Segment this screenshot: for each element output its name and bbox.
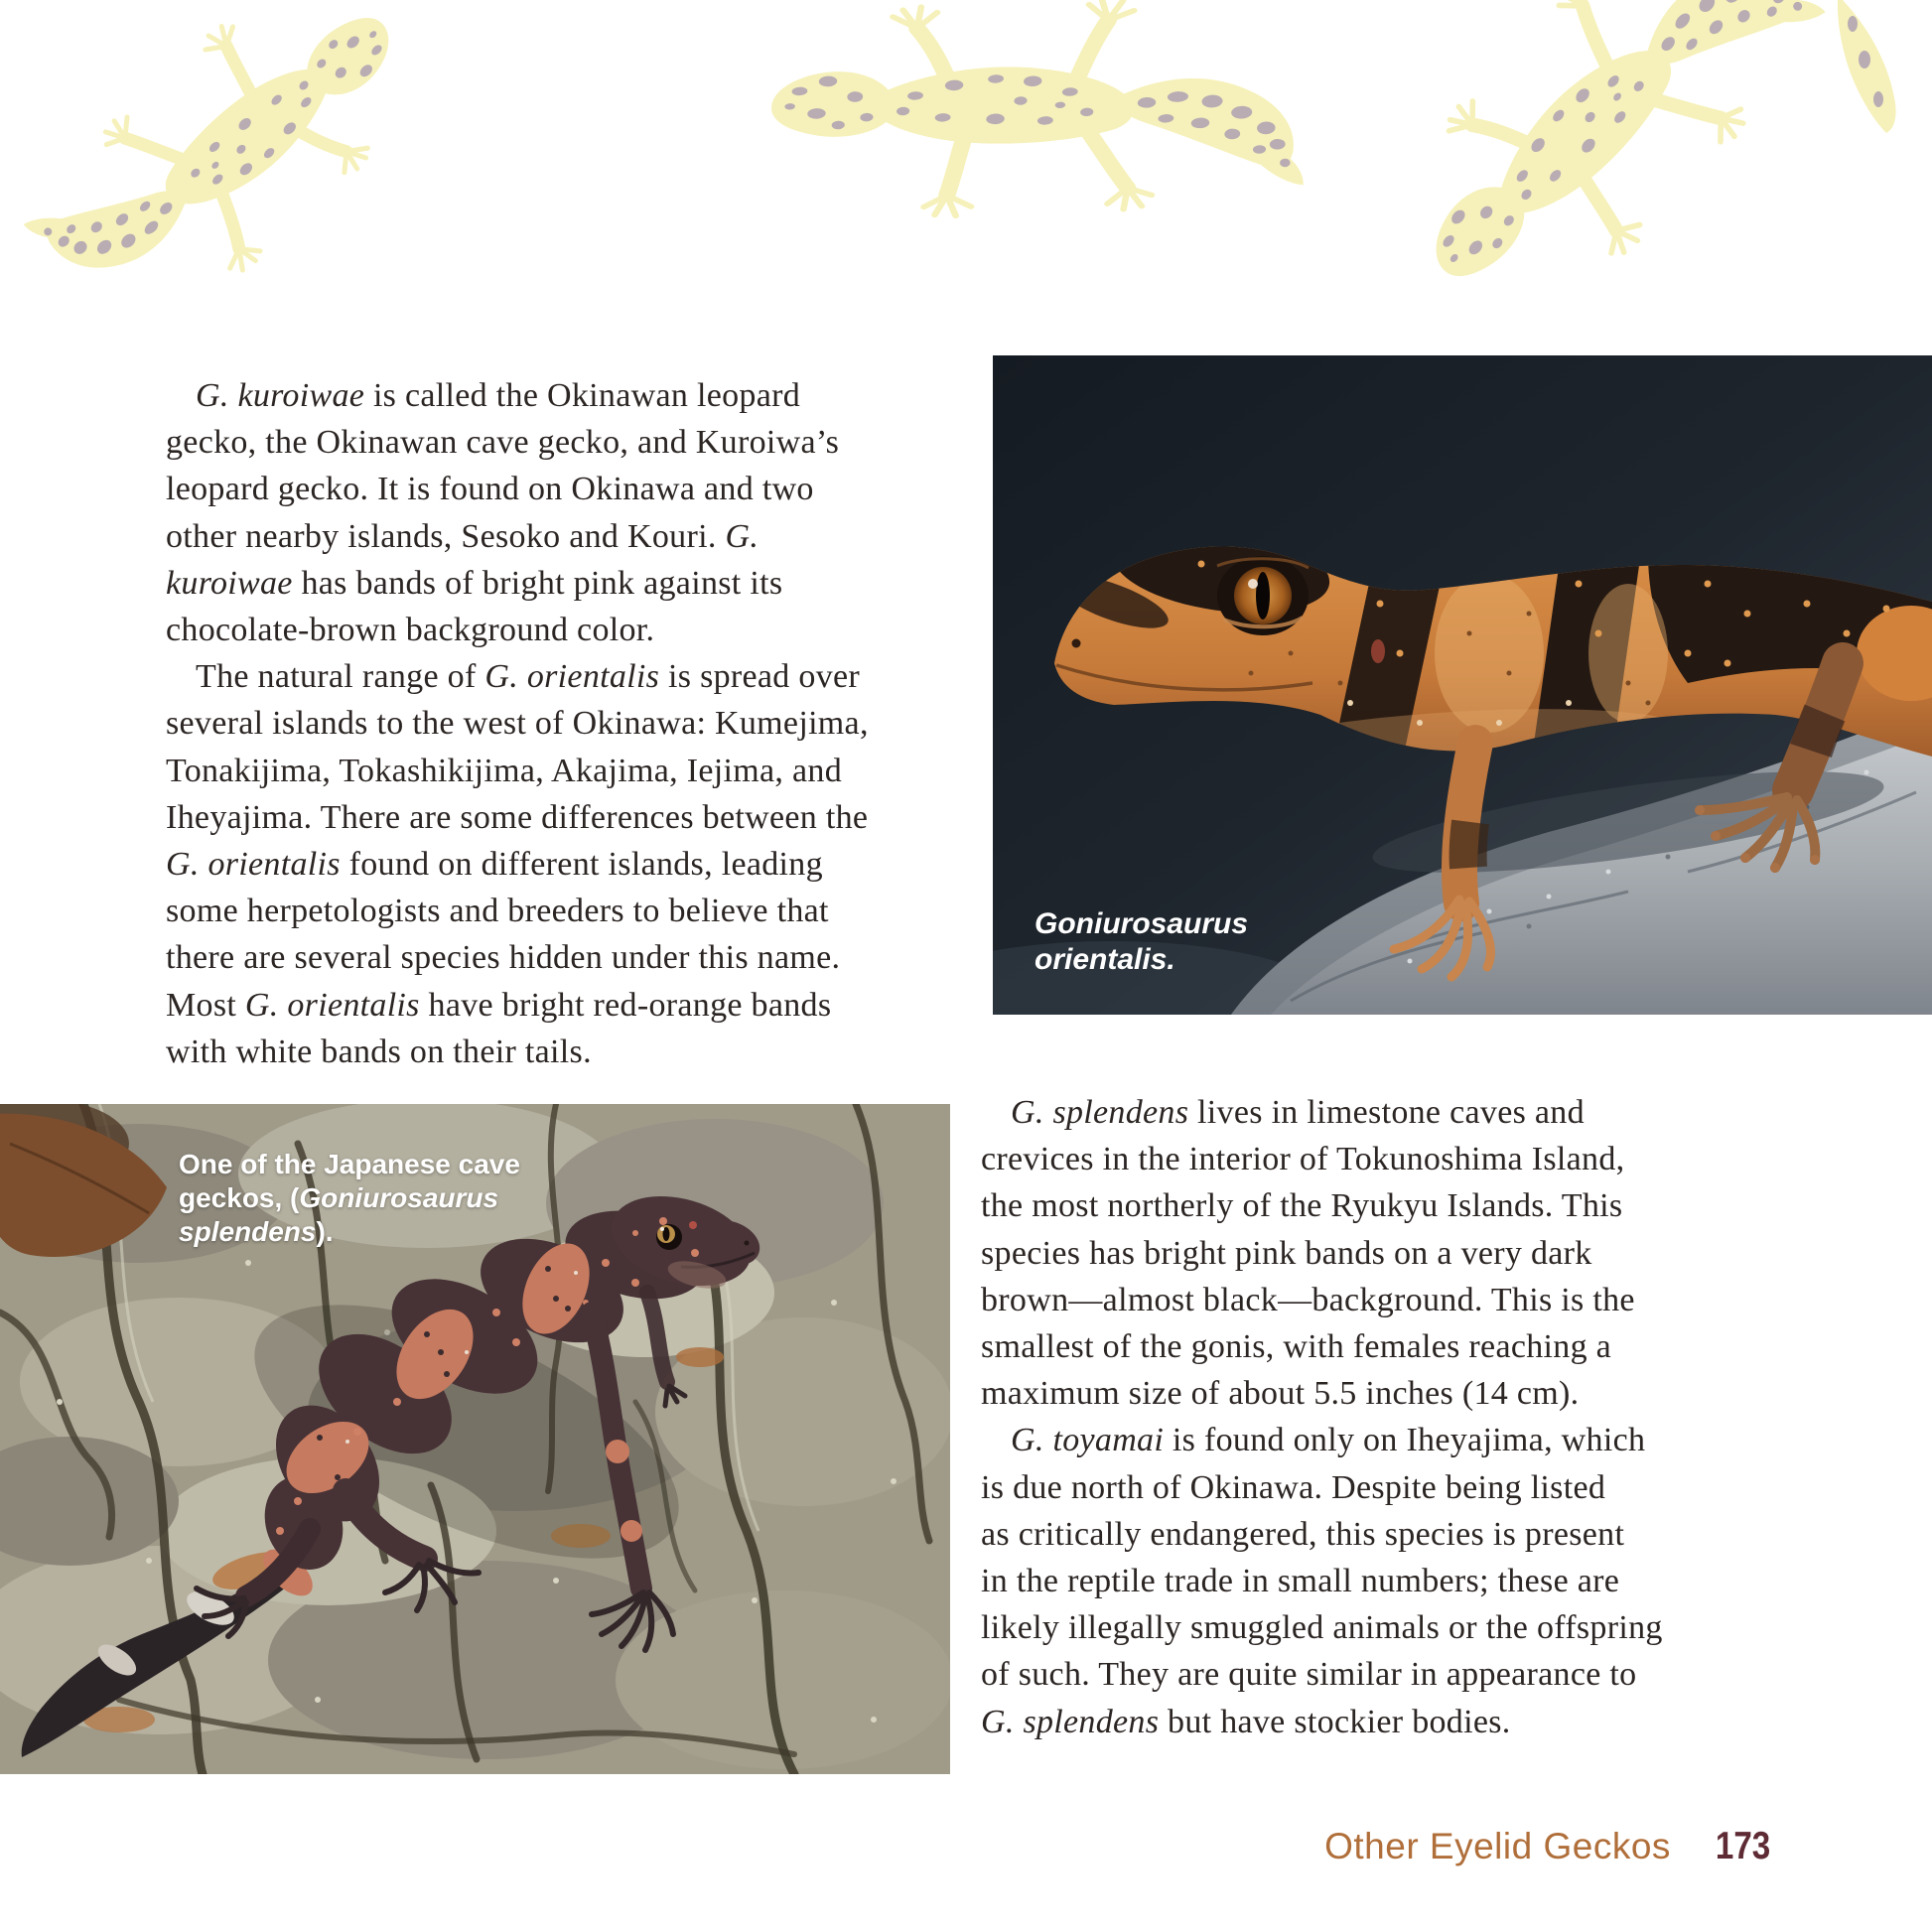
text-line: crevices in the interior of Tokunoshima Island, [981, 1141, 1625, 1178]
text-line: Iheyajima. There are some differences between the [166, 798, 869, 836]
body-text-column-left [166, 372, 960, 1075]
photo-goniurosaurus-orientalis [993, 355, 1932, 1015]
text-line: species has bright pink bands on a very dark [981, 1234, 1592, 1272]
photo-caption-orientalis [1035, 906, 1248, 978]
text-line: brown—almost black—background. This is the [981, 1281, 1635, 1318]
footer-page-number: 173 [1715, 1825, 1771, 1867]
gecko-tail-fragment-icon [1838, 0, 1896, 133]
gecko-eye [1217, 556, 1309, 635]
text-line: with white bands on their tails. [166, 1033, 592, 1070]
text-line: in the reptile trade in small numbers; these are [981, 1563, 1620, 1600]
text-line: the most northerly of the Ryukyu Islands. This [981, 1187, 1623, 1225]
gecko-silhouette-icon [1371, 0, 1838, 338]
photo-caption-splendens [179, 1148, 520, 1249]
photo-goniurosaurus-splendens [0, 1104, 950, 1774]
gecko-silhouette-icon [766, 0, 1304, 227]
decorative-gecko-silhouettes [0, 0, 1932, 338]
text-line: kuroiwae has bands of bright pink against its [166, 564, 783, 602]
gecko-ear [1371, 639, 1385, 663]
text-line: G. kuroiwae is called the Okinawan leopard [196, 377, 801, 414]
text-line: smallest of the gonis, with females reaching a [981, 1328, 1612, 1366]
text-line: G. splendens but have stockier bodies. [981, 1703, 1511, 1740]
text-line: as critically endangered, this species is present [981, 1515, 1625, 1553]
text-line: Tonakijima, Tokashikijima, Akajima, Iejima, and [166, 752, 843, 789]
text-line: orientalis. [1035, 943, 1175, 976]
text-line: some herpetologists and breeders to believe that [166, 893, 829, 930]
text-line: gecko, the Okinawan cave gecko, and Kuroiwa’s [166, 424, 840, 462]
text-line: there are several species hidden under this name. [166, 939, 841, 977]
text-line: G. toyamai is found only on Iheyajima, which [1011, 1422, 1646, 1459]
text-line: of such. They are quite similar in appearance to [981, 1656, 1637, 1694]
text-line: G. splendens lives in limestone caves and [1011, 1094, 1585, 1131]
text-line: geckos, (Goniurosaurus [179, 1182, 499, 1213]
text-line: is due north of Okinawa. Despite being listed [981, 1468, 1606, 1506]
text-line: other nearby islands, Sesoko and Kouri. G. [166, 517, 759, 555]
gecko-silhouette-icon [14, 0, 443, 338]
page-footer [1324, 1825, 1775, 1868]
text-line: Most G. orientalis have bright red-orange bands [166, 986, 832, 1024]
text-line: likely illegally smuggled animals or the offspring [981, 1609, 1663, 1647]
text-line: G. orientalis found on different islands, leading [166, 846, 823, 884]
text-line: maximum size of about 5.5 inches (14 cm). [981, 1375, 1580, 1413]
text-line: leopard gecko. It is found on Okinawa and two [166, 471, 814, 508]
gecko-nostril [1072, 639, 1081, 648]
body-text-column-right [981, 1089, 1855, 1745]
text-line: One of the Japanese cave [179, 1149, 520, 1179]
text-line: chocolate-brown background color. [166, 612, 655, 649]
footer-section-label: Other Eyelid Geckos [1324, 1826, 1671, 1866]
text-line: several islands to the west of Okinawa: Kumejima, [166, 705, 869, 743]
text-line: Goniurosaurus [1035, 907, 1249, 940]
text-line: The natural range of G. orientalis is spread over [196, 658, 861, 696]
text-line: splendens). [179, 1216, 334, 1247]
